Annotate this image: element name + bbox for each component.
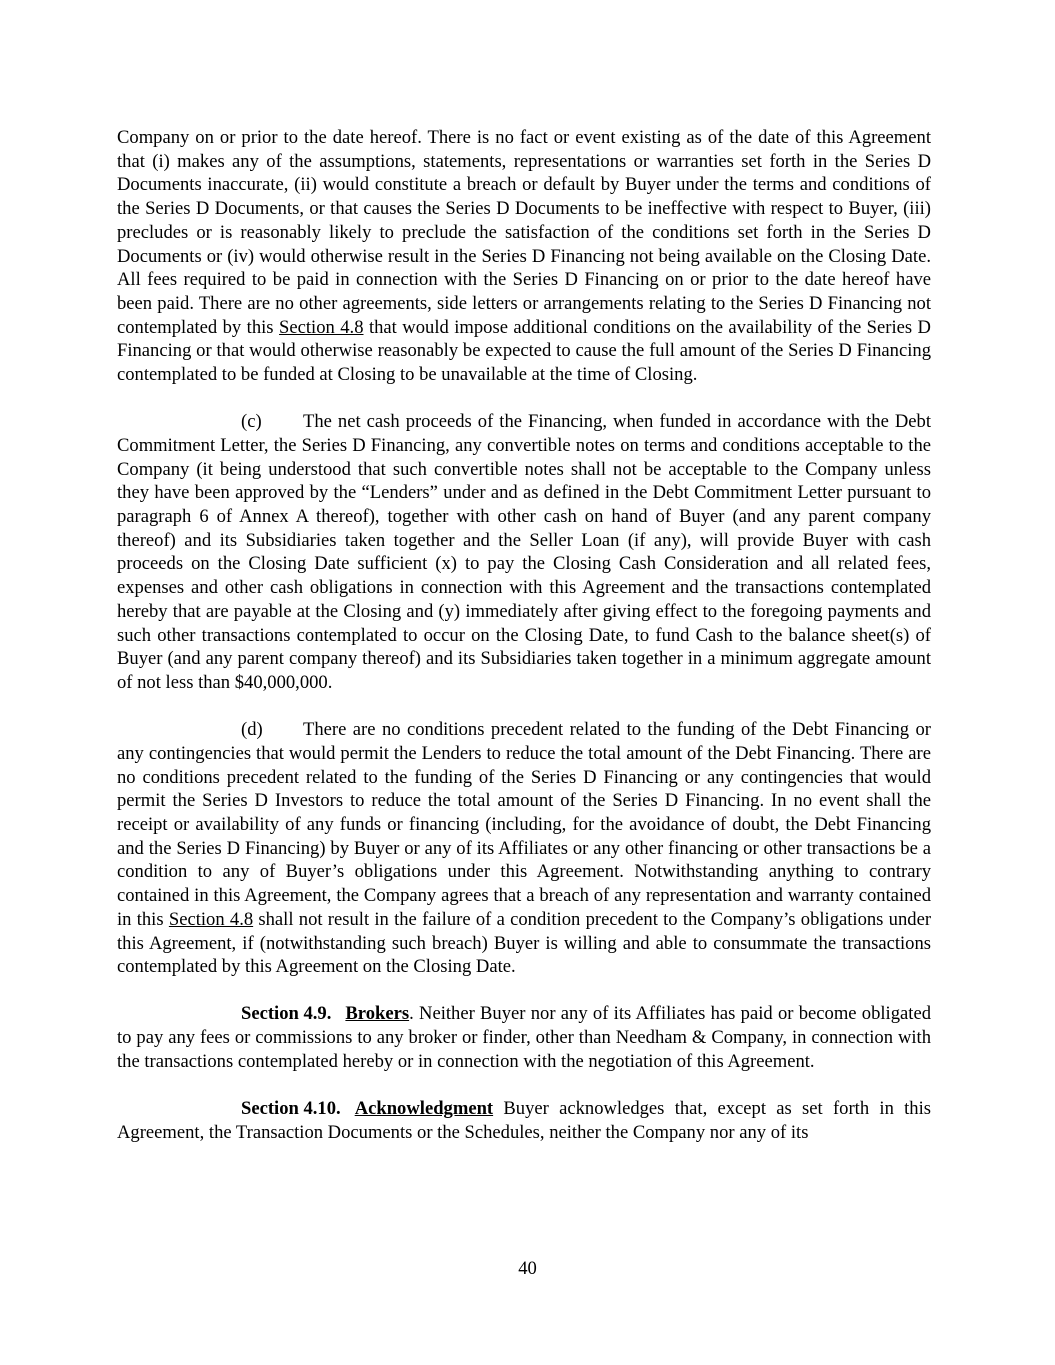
section-number: Section 4.9. [241,1003,332,1025]
paragraph-text: shall not result in the failure of a condition precedent to the Company’s obligations under this Agreement, if (notwithstanding such breach) Buyer is willing and able to consummate the transactions contemplated by this Agreement on the Closing Date. [117,908,932,978]
section-text: Buyer acknowledges that, except as set forth in this Agreement, the Transaction Documents or the Schedules, neither the Company nor any of its [117,1098,931,1143]
paragraph-label: (d) [241,719,263,741]
paragraph-text: There are no conditions precedent related to the funding of the Debt Financing or any contingencies that would permit the Lenders to reduce the total amount of the Debt Financing. There are no conditions precedent related to the funding of the Series D Financing or any contingencies that would permit the Series D Investors to reduce the total amount of the Series D Financing. In no event shall the receipt or availability of any funds or financing (including, for the avoidance of doubt, the Debt Financing and the Series D Financing) by Buyer or any of its Affiliates or any other financing or other transactions be a condition to any of Buyer’s obligations under this Agreement. Notwithstanding anything to contrary contained in this Agreement, the Company agrees that a breach of any representation and warranty contained in this [117,719,931,930]
paragraph-text: that would impose additional conditions on the availability of the Series D Financing or that would otherwise reasonably be expected to cause the full amount of the Series D Financing contemplated to be funded at Closing to be unavailable at the time of Closing. [117,316,931,386]
section-4-10 [117,1097,931,1144]
paragraph-b-continuation [117,126,931,387]
paragraph-text: The net cash proceeds of the Financing, when funded in accordance with the Debt Commitment Letter, the Series D Financing, any convertible notes on terms and conditions acceptable to the Company (it being understood that such convertible notes shall not be acceptable to the Company unless they have been approved by the “Lenders” under and as defined in the Debt Commitment Letter pursuant to paragraph 6 of Annex A thereof), together with other cash on hand of Buyer (and any parent company thereof) and its Subsidiaries taken together and the Seller Loan (if any), will provide Buyer with cash proceeds on the Closing Date sufficient (x) to pay the Closing Cash Consideration and all related fees, expenses and other cash obligations in connection with this Agreement and the transactions contemplated hereby that are payable at the Closing and (y) immediately after giving effect to the foregoing payments and such other transactions contemplated to occur on the Closing Date, to fund Cash to the balance sheet(s) of Buyer (and any parent company thereof) and its Subsidiaries taken together in a minimum aggregate amount of not less than $40,000,000. [117,411,931,693]
paragraph-text: Company on or prior to the date hereof. There is no fact or event existing as of the date of this Agreement that (i) makes any of the assumptions, statements, representations or warranties set forth in the Series D Documents inaccurate, (ii) would constitute a breach or default by Buyer under the terms and conditions of the Series D Documents, or that causes the Series D Documents to be ineffective with respect to Buyer, (iii) precludes or is reasonably likely to preclude the satisfaction of the conditions set forth in the Series D Documents or (iv) would otherwise result in the Series D Financing not being available on the Closing Date. All fees required to be paid in connection with the Series D Financing on or prior to the date hereof have been paid. There are no other agreements, side letters or arrangements relating to the Series D Financing not contemplated by this [117,127,931,338]
section-reference-link: Section 4.8 [279,316,364,338]
section-number: Section 4.10. [241,1098,341,1120]
section-title: Brokers [345,1003,410,1025]
page-number: 40 [518,1258,537,1279]
section-text: . Neither Buyer nor any of its Affiliates has paid or become obligated to pay any fees or commissions to any broker or finder, other than Needham & Company, in connection with the transactions contemplated hereby or in connection with the negotiation of this Agreement. [117,1003,931,1072]
paragraph-label: (c) [241,411,262,433]
paragraph-c [117,410,931,694]
paragraph-d [117,718,931,979]
document-body [117,126,931,1168]
section-4-9 [117,1002,931,1073]
section-reference-link: Section 4.8 [168,908,254,930]
section-title: Acknowledgment [354,1098,494,1120]
